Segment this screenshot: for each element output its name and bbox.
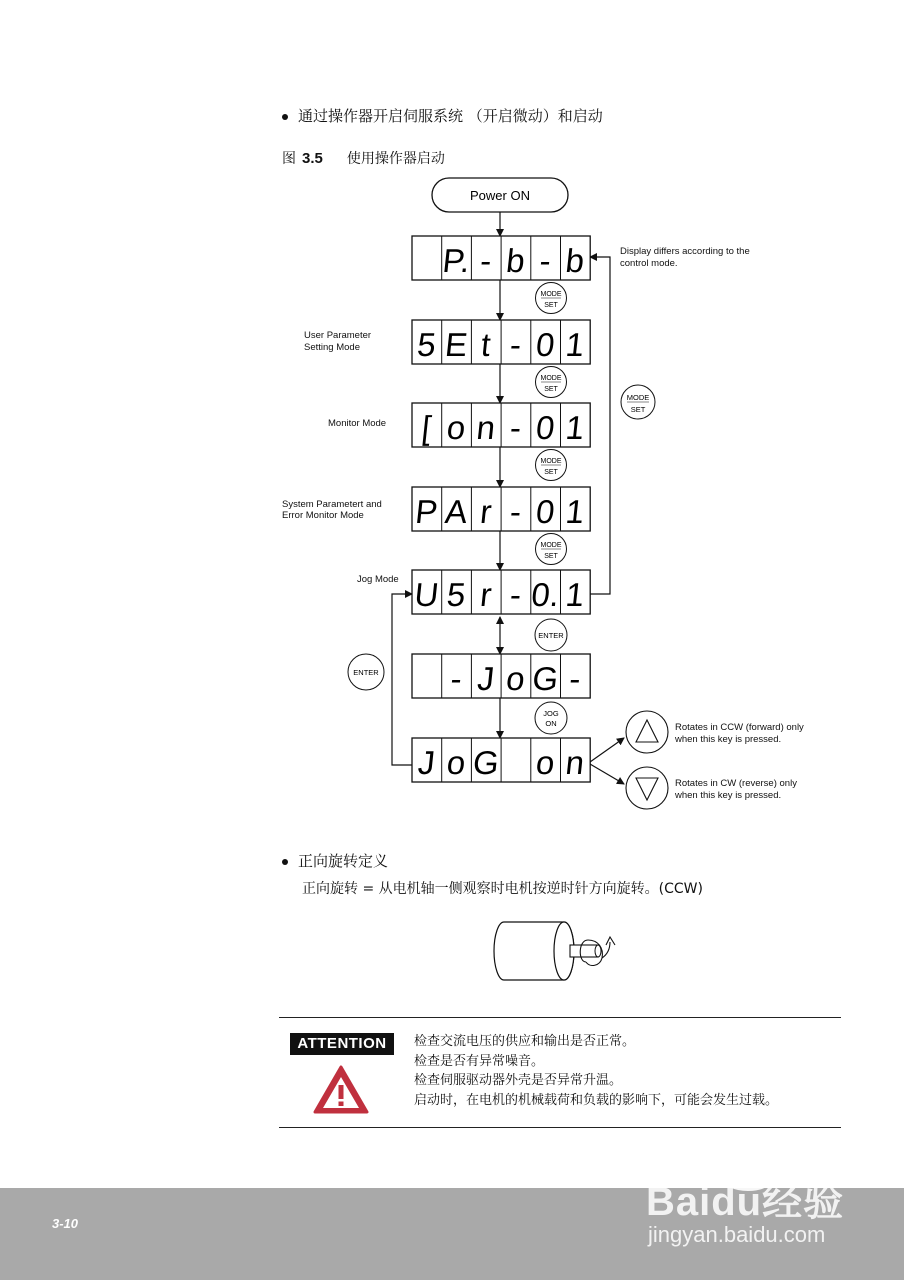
led-digit: 0. (529, 577, 561, 614)
led-digit: 5 (445, 577, 468, 614)
mode-label-jog: Jog Mode (357, 574, 399, 585)
svg-text:MODE: MODE (540, 458, 562, 465)
led-digit: - (508, 410, 524, 447)
mode-set-button-loop (621, 385, 655, 419)
led-digit: 1 (563, 494, 587, 531)
led-digit: G (530, 661, 561, 698)
led-digit: r (478, 494, 494, 531)
cw-note: Rotates in CW (reverse) only (675, 778, 797, 789)
section-2-heading: 正向旋转定义 (298, 852, 389, 870)
bullet-dot (282, 859, 288, 865)
led-digit: J (416, 745, 437, 782)
svg-text:MODE: MODE (540, 375, 562, 382)
ccw-note-2: when this key is pressed. (675, 734, 782, 745)
led-digit: o (445, 410, 468, 447)
mode-set-button (536, 283, 567, 314)
led-digit: b (563, 243, 587, 280)
led-digit: 0 (534, 494, 557, 531)
enter-button-loop (348, 654, 384, 690)
svg-text:SET: SET (544, 469, 558, 476)
led-digit: r (478, 577, 494, 614)
attention-top-rule (279, 1017, 841, 1018)
led-digit: E (443, 327, 470, 364)
led-digit: 1 (563, 327, 587, 364)
svg-text:SET: SET (544, 553, 558, 560)
svg-text:ENTER: ENTER (538, 631, 564, 640)
mode-set-button (536, 367, 567, 398)
led-digit: - (508, 327, 524, 364)
led-digit: - (508, 494, 524, 531)
mode-set-button (536, 450, 567, 481)
led-digit: A (443, 494, 470, 531)
page-number: 3-10 (52, 1216, 79, 1231)
led-digit: - (508, 577, 524, 614)
mode-label-system-param: System Parametert and (282, 499, 382, 510)
attention-list (414, 1032, 844, 1110)
figure-number: 3.5 (302, 150, 323, 167)
arrow-to-up-key (590, 738, 624, 762)
led-digit: J (475, 661, 497, 698)
svg-text:SET: SET (630, 405, 646, 414)
led-digit: n (474, 410, 497, 447)
attention-line: 启动时，在电机的机械载荷和负载的影响下，可能会发生过载。 (414, 1092, 779, 1108)
svg-text:MODE: MODE (540, 291, 562, 298)
svg-text:MODE: MODE (540, 542, 562, 549)
led-digit: 1 (563, 577, 587, 614)
led-digit: P. (440, 243, 472, 280)
watermark-logo: Baidu经验 (646, 1180, 845, 1224)
mode-label-system-param-2: Error Monitor Mode (282, 510, 364, 521)
led-digit: [ (419, 410, 434, 447)
down-key-icon (626, 767, 668, 809)
svg-text:SET: SET (544, 386, 558, 393)
led-digit: 1 (563, 410, 587, 447)
attention-bottom-rule (279, 1127, 841, 1128)
figure-label: 图 (282, 151, 296, 167)
watermark-url: jingyan.baidu.com (648, 1222, 826, 1247)
led-digit: U (412, 577, 441, 614)
mode-label-monitor: Monitor Mode (328, 418, 387, 429)
jog-on-button (535, 702, 567, 734)
figure-title: 使用操作器启动 (346, 151, 445, 167)
enter-button (535, 619, 567, 651)
led-digit: o (504, 661, 527, 698)
cw-note-2: when this key is pressed. (675, 790, 782, 801)
note-display-differs-2: control mode. (620, 258, 678, 269)
ccw-note: Rotates in CCW (forward) only (675, 722, 804, 733)
led-digit: - (448, 661, 464, 698)
led-digit: 0 (534, 410, 557, 447)
svg-text:MODE: MODE (626, 393, 650, 402)
led-digit: P (413, 494, 440, 531)
svg-text:SET: SET (544, 302, 558, 309)
svg-text:ENTER: ENTER (353, 668, 379, 677)
led-digit: 5 (415, 327, 438, 364)
motor-rotation-icon (490, 918, 630, 984)
led-digit: o (534, 745, 557, 782)
svg-text:JOG: JOG (543, 709, 559, 718)
arrow-to-down-key (590, 764, 624, 784)
led-digit: - (537, 243, 553, 280)
led-digit: n (563, 745, 587, 782)
mode-set-button (536, 534, 567, 565)
led-digit: - (567, 661, 583, 698)
arrow-return-loop (590, 257, 610, 594)
led-digit: o (445, 745, 468, 782)
mode-label-user-param: User Parameter (304, 330, 372, 341)
led-digit: - (478, 243, 494, 280)
mode-label-user-param-2: Setting Mode (304, 342, 360, 353)
attention-line: 检查伺服驱动器外壳是否异常升温。 (414, 1073, 623, 1088)
led-digit: G (471, 745, 501, 782)
led-digit: b (504, 243, 527, 280)
rotation-definition-text: 正向旋转 = 从电机轴一侧观察时电机按逆时针方向旋转。(CCW) (302, 881, 703, 897)
note-display-differs: Display differs according to the (620, 246, 750, 257)
attention-line: 检查交流电压的供应和输出是否正常。 (414, 1034, 636, 1049)
section-1-text: 通过操作器开启伺服系统 （开启微动）和启动 (298, 107, 603, 125)
up-key-icon (626, 711, 668, 753)
attention-line: 检查是否有异常噪音。 (414, 1053, 545, 1069)
section-bullet-2 (282, 850, 388, 871)
led-digit: t (479, 327, 493, 364)
svg-text:ON: ON (545, 719, 557, 728)
attention-badge: ATTENTION (290, 1033, 394, 1055)
arrow-enter-loop (392, 594, 412, 765)
led-displays (412, 236, 590, 782)
led-digit: 0 (534, 327, 557, 364)
warning-triangle-icon (312, 1064, 370, 1116)
power-on-label: Power ON (470, 188, 530, 203)
